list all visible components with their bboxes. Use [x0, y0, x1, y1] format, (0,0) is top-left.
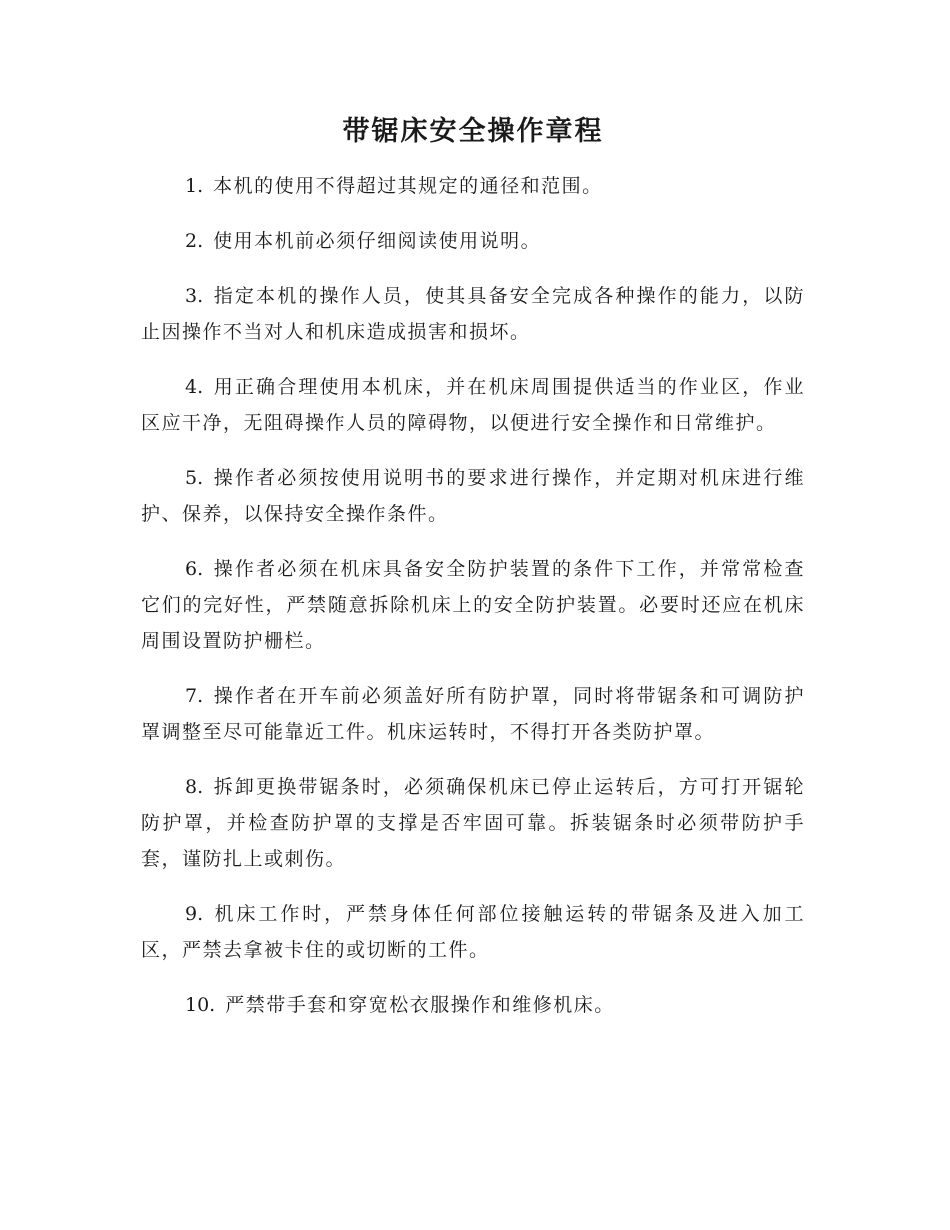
rule-text: 操作者必须按使用说明书的要求进行操作，并定期对机床进行维护、保养，以保持安全操作条件。 — [141, 467, 805, 525]
rule-item — [141, 769, 805, 877]
rule-item — [141, 678, 805, 750]
rule-number: 1. — [185, 175, 204, 197]
rule-item — [141, 551, 805, 659]
rule-number: 2. — [185, 230, 204, 252]
rule-number: 7. — [185, 685, 204, 707]
rule-text: 机床工作时，严禁身体任何部位接触运转的带锯条及进入加工区，严禁去拿被卡住的或切断的工件。 — [141, 903, 805, 961]
rule-number: 9. — [185, 903, 204, 925]
rule-text: 指定本机的操作人员，使其具备安全完成各种操作的能力，以防止因操作不当对人和机床造成损害和损坏。 — [141, 285, 805, 343]
rule-text: 用正确合理使用本机床，并在机床周围提供适当的作业区，作业区应干净，无阻碍操作人员的障碍物，以便进行安全操作和日常维护。 — [141, 376, 805, 434]
rule-item — [141, 460, 805, 532]
document-title: 带锯床安全操作章程 — [342, 116, 604, 147]
rule-item — [141, 369, 805, 441]
rule-item — [141, 223, 805, 259]
rule-text: 严禁带手套和穿宽松衣服操作和维修机床。 — [225, 994, 615, 1016]
rule-number: 5. — [185, 467, 204, 489]
rule-item — [141, 896, 805, 968]
rule-number: 8. — [185, 776, 204, 798]
rule-text: 操作者在开车前必须盖好所有防护罩，同时将带锯条和可调防护罩调整至尽可能靠近工件。机床运转时，不得打开各类防护罩。 — [141, 685, 805, 743]
document-page — [141, 108, 805, 1042]
rule-number: 10. — [185, 994, 216, 1016]
rule-item — [141, 987, 805, 1023]
rule-text: 操作者必须在机床具备安全防护装置的条件下工作，并常常检查它们的完好性，严禁随意拆除机床上的安全防护装置。必要时还应在机床周围设置防护栅栏。 — [141, 558, 805, 652]
rule-item — [141, 168, 805, 204]
rule-text: 拆卸更换带锯条时，必须确保机床已停止运转后，方可打开锯轮防护罩，并检查防护罩的支撑是否牢固可靠。拆装锯条时必须带防护手套，谨防扎上或刺伤。 — [141, 776, 805, 870]
rule-text: 使用本机前必须仔细阅读使用说明。 — [213, 230, 542, 252]
rule-item — [141, 278, 805, 350]
rule-number: 4. — [185, 376, 204, 398]
rule-number: 6. — [185, 558, 204, 580]
rule-text: 本机的使用不得超过其规定的通径和范围。 — [213, 175, 603, 197]
rule-number: 3. — [185, 285, 204, 307]
